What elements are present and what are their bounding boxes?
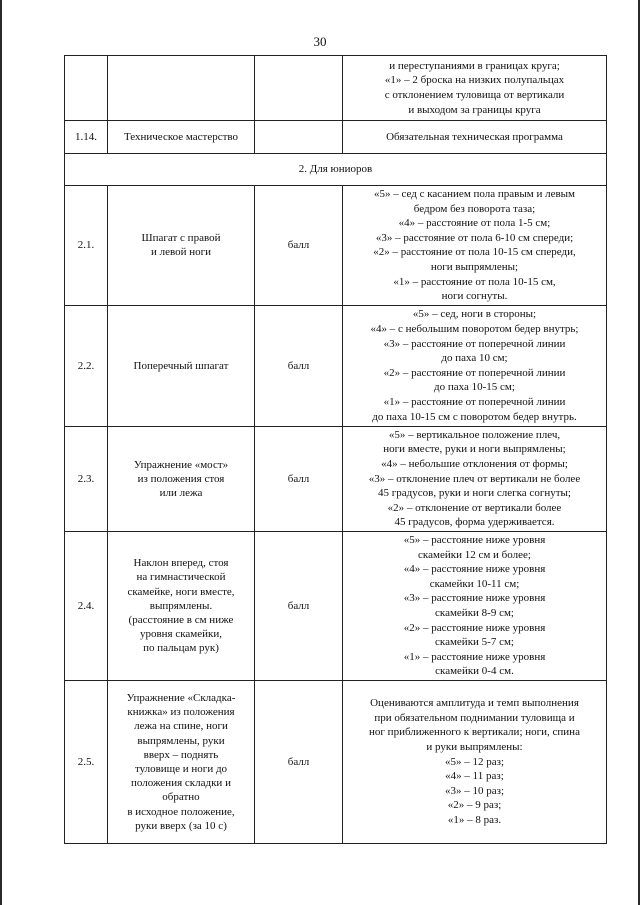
criteria-line: ноги вместе, руки и ноги выпрямлены; [383, 443, 566, 456]
exercise-name-line: в исходное положение, [127, 805, 235, 818]
criteria-line: скамейки 10-11 см; [429, 577, 520, 590]
row-number: 2.5. [65, 680, 108, 843]
criteria-line: «4» – с небольшим поворотом бедер внутрь; [370, 322, 579, 335]
criteria-line: «1» – 8 раз. [447, 813, 502, 826]
exercise-name-line: или лежа [159, 486, 203, 499]
criteria-line: ног приближенного к вертикали; ноги, спина [369, 726, 580, 739]
criteria-line: до паха 10-15 см с поворотом бедер внутрь. [372, 410, 577, 423]
criteria-line: до паха 10-15 см; [434, 381, 515, 394]
exercise-name-line: уровня скамейки, [139, 628, 223, 641]
criteria-line: и руки выпрямлены: [426, 741, 523, 754]
table-row-2-5 [65, 680, 607, 843]
unit-cell: балл [255, 426, 343, 531]
row-number: 2.1. [65, 186, 108, 306]
criteria-line: «4» – расстояние ниже уровня [403, 563, 546, 576]
criteria-line: «5» – 12 раз; [444, 755, 505, 768]
criteria-cell [343, 186, 607, 306]
exercise-name-line: выпрямлены. [149, 599, 213, 612]
page-number: 30 [313, 34, 327, 49]
exercise-name [108, 426, 255, 531]
criteria-line: «5» – расстояние ниже уровня [403, 533, 546, 546]
exercise-name [108, 680, 255, 843]
table-row-2-1 [65, 186, 607, 306]
criteria-line: «5» – вертикальное положение плеч, [388, 428, 561, 441]
criteria-line: скамейки 5-7 см; [435, 636, 514, 649]
exercise-name-line: выпрямлены, руки [137, 734, 225, 747]
criteria-line: до паха 10 см; [441, 352, 508, 365]
criteria-line: «3» – 10 раз; [444, 784, 505, 797]
exercise-name-line: Упражнение «мост» [133, 458, 229, 471]
criteria-line: «2» – расстояние от поперечной линии [383, 366, 566, 379]
exercise-name-line: Шпагат с правой [141, 232, 221, 245]
criteria-cell [343, 56, 607, 121]
criteria-line: 45 градусов, руки и ноги слегка согнуты; [378, 487, 571, 500]
criteria-line: с отклонением туловища от вертикали [384, 89, 565, 101]
unit-cell: балл [255, 531, 343, 680]
criteria-line: «5» – сед с касанием пола правым и левым [373, 188, 576, 200]
criteria-line: «3» – расстояние от пола 6-10 см спереди; [375, 231, 574, 244]
criteria-line: и выходом за границы круга [408, 103, 541, 116]
exercise-name-line: обратно [162, 791, 200, 804]
criteria-line: «1» – расстояние ниже уровня [403, 650, 546, 663]
criteria-cell [343, 426, 607, 531]
exercise-name-line: и левой ноги [150, 246, 212, 259]
unit-cell: балл [255, 186, 343, 306]
row-number: 2.2. [65, 305, 108, 426]
criteria-line: «5» – сед, ноги в стороны; [412, 308, 537, 321]
criteria-line: «2» – расстояние от пола 10-15 см спереди, [373, 246, 576, 259]
exercise-name-line: на гимнастической [136, 571, 226, 584]
exercise-name: Техническое мастерство [108, 121, 255, 154]
criteria-line: «2» – расстояние ниже уровня [403, 621, 546, 634]
exercise-name-line: руки вверх (за 10 с) [135, 819, 227, 832]
criteria-line: «4» – небольшие отклонения от формы; [381, 457, 568, 470]
table-row-2-4 [65, 531, 607, 680]
row-number: 1.14. [65, 121, 108, 154]
row-number: 2.3. [65, 426, 108, 531]
table-row-2-2 [65, 305, 607, 426]
criteria-line: «4» – 11 раз; [445, 770, 504, 783]
criteria-line: ноги выпрямлены; [430, 260, 519, 273]
criteria-line: «1» – 2 броска на низких полупальцах [384, 74, 565, 87]
exercise-name-line: лежа на спине, ноги [134, 720, 228, 733]
criteria-line: «1» – расстояние от поперечной линии [383, 395, 566, 408]
criteria-line: скамейки 0-4 см. [435, 665, 514, 678]
section-title: 2. Для юниоров [65, 154, 607, 186]
criteria-line: скамейки 8-9 см; [435, 606, 514, 619]
exercise-name-line: Упражнение «Складка- [126, 691, 236, 704]
exercise-name [108, 305, 255, 426]
criteria-line: Оцениваются амплитуда и темп выполнения [370, 697, 579, 710]
exercise-name-line: положения складки и [131, 777, 231, 790]
criteria-line: «2» – отклонение от вертикали более [387, 501, 562, 514]
criteria-line: «1» – расстояние от пола 10-15 см, [393, 275, 556, 288]
criteria-cell [343, 531, 607, 680]
number-cell [65, 56, 108, 121]
table-row-1-14 [65, 121, 607, 154]
exercise-name-line: книжка» из положения [127, 706, 235, 719]
unit-cell [255, 56, 343, 121]
criteria-line: «3» – расстояние от поперечной линии [383, 337, 566, 350]
table-row-2-3 [65, 426, 607, 531]
criteria-line: бедром без поворота таза; [413, 202, 536, 215]
exercise-name-line: вверх – поднять [143, 748, 219, 761]
criteria-line: 45 градусов, форма удерживается. [394, 516, 555, 529]
exercise-name-line: (расстояние в см ниже [128, 614, 234, 626]
unit-cell [255, 121, 343, 154]
exercise-name-line: Поперечный шпагат [133, 359, 229, 372]
exercise-name [108, 186, 255, 306]
table-row-continued [65, 56, 607, 121]
criteria-line: «3» – расстояние ниже уровня [403, 592, 546, 605]
exercise-name-line: туловище и ноги до [134, 762, 228, 775]
unit-cell: балл [255, 305, 343, 426]
section-row [65, 154, 607, 186]
criteria-cell [343, 305, 607, 426]
exercise-name [108, 531, 255, 680]
criteria-line: «2» – 9 раз; [447, 799, 502, 812]
exercise-name-line: скамейке, ноги вместе, [127, 585, 235, 598]
exercise-cell [108, 56, 255, 121]
norms-table [64, 55, 607, 844]
exercise-name-line: по пальцам рук) [143, 642, 219, 655]
scan-edge-left [0, 0, 2, 905]
criteria-cell: Обязательная техническая программа [343, 121, 607, 154]
criteria-line: «3» – отклонение плеч от вертикали не более [368, 472, 581, 485]
exercise-name-line: из положения стоя [137, 472, 225, 485]
criteria-line: и переступаниями в границах круга; [389, 59, 560, 72]
criteria-line: ноги согнуты. [441, 290, 508, 303]
unit-cell: балл [255, 680, 343, 843]
criteria-line: скамейки 12 см и более; [418, 548, 531, 561]
criteria-line: «4» – расстояние от пола 1-5 см; [398, 217, 551, 230]
row-number: 2.4. [65, 531, 108, 680]
exercise-name-line: Наклон вперед, стоя [133, 557, 229, 570]
criteria-line: при обязательном поднимании туловища и [374, 711, 575, 724]
criteria-cell [343, 680, 607, 843]
